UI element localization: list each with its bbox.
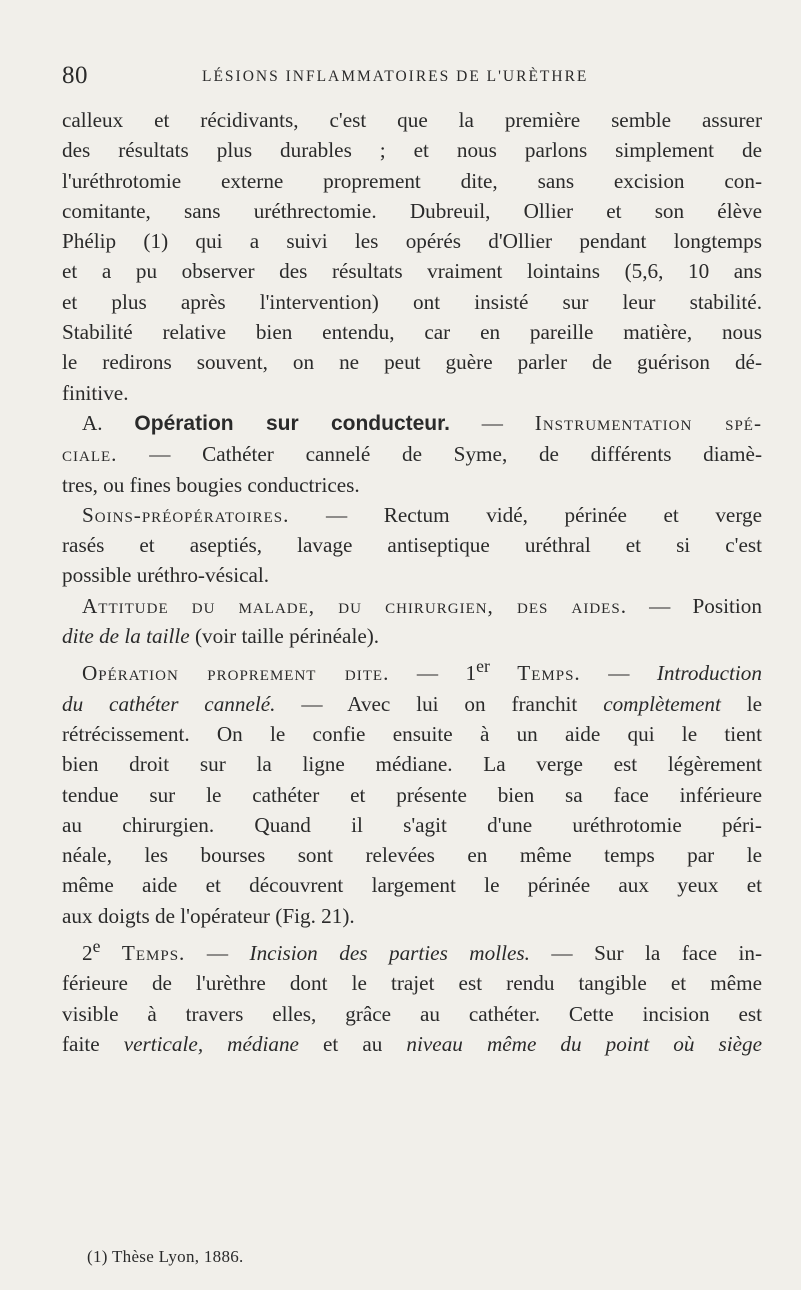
text-line	[62, 591, 762, 621]
text-line: même aide et découvrent largement le périnée aux yeux et	[62, 873, 762, 898]
step-word: Temps.	[517, 661, 581, 686]
subsection-title: Instrumentation spé-	[534, 410, 763, 435]
text-line: rasés et aseptiés, lavage antiseptique uréthral et si c'est	[62, 533, 762, 558]
italic-run: dite de la taille	[62, 624, 190, 649]
text-run: — Avec lui on franchit	[301, 691, 578, 716]
text-line	[62, 651, 762, 688]
body-text	[62, 105, 762, 1059]
text-line	[62, 931, 762, 968]
text-line: Phélip (1) qui a suivi les opérés d'Ollier pendant longtemps	[62, 229, 762, 254]
section-label: A.	[82, 410, 103, 435]
text-run: et au	[323, 1032, 383, 1057]
text-line: finitive.	[62, 380, 129, 405]
step-num: 1	[465, 661, 477, 686]
text-line: le redirons souvent, on ne peut guère parler de guérison dé-	[62, 350, 762, 375]
section-title: Opération sur conducteur.	[134, 411, 450, 435]
subsection-title: Attitude du malade, du chirurgien, des aides.	[82, 593, 627, 618]
text-line: au chirurgien. Quand il s'agit d'une uréthrotomie péri-	[62, 812, 762, 837]
dash: —	[206, 941, 229, 966]
text-run: le	[746, 691, 763, 716]
section-a-heading-line	[62, 408, 762, 439]
dash: —	[608, 661, 630, 686]
text-line: tendue sur le cathéter et présente bien sa face inférieure	[62, 782, 762, 807]
dash: —	[416, 661, 439, 686]
italic-run: verticale, médiane	[123, 1032, 299, 1057]
step-title-cont: du cathéter cannelé.	[62, 691, 276, 716]
text-run: — Rectum vidé, périnée et verge	[325, 502, 762, 527]
text-line	[62, 689, 762, 719]
italic-run: complètement	[603, 691, 721, 716]
text-line	[62, 439, 762, 469]
dash: —	[481, 410, 503, 435]
text-line	[62, 621, 762, 651]
text-line: calleux et récidivants, c'est que la première semble assurer	[62, 108, 762, 132]
step-title: Introduction	[656, 661, 762, 686]
text-line: des résultats plus durables ; et nous parlons simplement de	[62, 138, 762, 163]
page-header	[62, 62, 762, 92]
footnote: (1) Thèse Lyon, 1886.	[87, 1247, 244, 1266]
step-number	[82, 936, 101, 966]
text-line: férieure de l'urèthre dont le trajet est rendu tangible et même	[62, 971, 762, 996]
text-run: — Cathéter cannelé de Syme, de différents diamè-	[149, 442, 762, 467]
text-line: aux doigts de l'opérateur (Fig. 21).	[62, 903, 355, 928]
text-line: et a pu observer des résultats vraiment lointains (5,6, 10 ans	[62, 259, 762, 284]
text-line	[62, 500, 762, 530]
step-num: 2	[82, 941, 93, 966]
text-line: néale, les bourses sont relevées en même temps par le	[62, 843, 762, 868]
text-run: faite	[62, 1032, 100, 1057]
subsection-title-cont: ciale.	[62, 442, 118, 467]
subsection-title: Soins-préopératoires.	[82, 502, 290, 527]
text-line: bien droit sur la ligne médiane. La verge est légèrement	[62, 752, 762, 777]
step-number	[465, 656, 490, 686]
step-sup: er	[476, 656, 490, 677]
text-run: (voir taille périnéale).	[194, 624, 380, 649]
text-line: tres, ou fines bougies conductrices.	[62, 472, 360, 497]
text-line: rétrécissement. On le confie ensuite à un aide qui le tient	[62, 722, 762, 746]
running-title: LÉSIONS INFLAMMATOIRES DE L'URÈTHRE	[202, 68, 589, 85]
text-line	[62, 1029, 762, 1059]
text-line: possible uréthro-vésical.	[62, 563, 270, 588]
text-line: visible à travers elles, grâce au cathéter. Cette incision est	[62, 1001, 762, 1026]
text-line: comitante, sans uréthrectomie. Dubreuil, Ollier et son élève	[62, 198, 762, 223]
step-word: Temps.	[121, 941, 186, 966]
text-line: l'uréthrotomie externe proprement dite, sans excision con-	[62, 168, 762, 193]
subsection-title: Opération proprement dite.	[82, 661, 390, 686]
step-title: Incision des parties molles.	[249, 941, 530, 966]
step-sup: e	[92, 936, 101, 957]
page-number: 80	[62, 62, 88, 89]
text-run: — Position	[649, 593, 762, 618]
text-line: et plus après l'intervention) ont insisté sur leur stabilité.	[62, 289, 762, 314]
text-line: Stabilité relative bien entendu, car en pareille matière, nous	[62, 320, 762, 345]
text-run: — Sur la face in-	[551, 941, 763, 966]
italic-run: niveau même du point où siège	[406, 1032, 763, 1057]
